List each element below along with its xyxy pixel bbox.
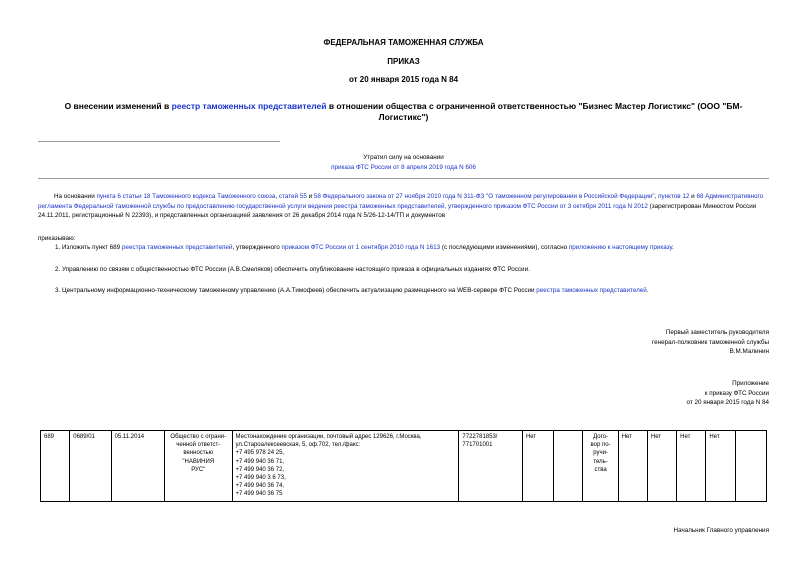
short-divider — [38, 141, 280, 142]
item-text: (с последующими изменениями), согласно — [440, 244, 569, 251]
basis-text: На основании — [54, 193, 97, 200]
cell-flag-4: Нет — [677, 431, 706, 502]
cell-empty — [554, 431, 583, 502]
addr-line: +7 499 940 3 6 73, — [235, 475, 286, 482]
item-text: . — [646, 287, 649, 294]
basis-link-regulation[interactable]: Административного регламента Федеральной таможенной службы по предоставлению государственной услуги ведения реестра таможенных представителей, утвержденного приказом ФТС России от 3 октября 2011 года N 2012 — [38, 193, 764, 210]
org-line: Общество с ограни- — [170, 434, 227, 440]
basis-link-tk-article[interactable]: пункта 6 статьи 18 Таможенного кодекса Таможенного союза — [96, 193, 276, 200]
cell-organization — [165, 431, 233, 502]
cell-inn-kpp — [459, 431, 523, 502]
addr-line: +7 495 978 24 25, — [235, 450, 285, 457]
contract-line: тель- — [593, 458, 608, 465]
cell-contract — [583, 431, 618, 502]
basis-text: , — [654, 193, 659, 200]
basis-text: (зарегистрирован Минюстом России 24.11.2011, регистрационный N 22393), и представленных организацией заявления от 26 декабря 2014 года N 5/26-12-14/ТП и документов — [38, 202, 757, 219]
cell-flag-2: Нет — [618, 431, 647, 502]
appendix-date: от 20 января 2015 года N 84 — [686, 399, 769, 406]
inn-line: 771701001 — [462, 442, 493, 449]
item-text: 1. Изложить пункт 689 — [55, 244, 122, 251]
lost-force-link[interactable]: приказа ФТС России от 8 апреля 2019 года N 606 — [331, 164, 476, 171]
basis-link-point-68[interactable]: 68 — [696, 193, 704, 200]
addr-line: ул.Староалексеевская, 5, оф.702, тел./факс: — [235, 442, 361, 449]
inn-line: 7722781853/ — [462, 434, 498, 440]
item1-order-link[interactable]: приказом ФТС России от 1 сентября 2010 года N 1613 — [281, 244, 441, 251]
addr-line: +7 499 940 36 74, — [235, 483, 285, 490]
basis-link-article-58[interactable]: 58 — [313, 193, 321, 200]
org-line: РУС" — [191, 466, 206, 473]
signature-rank: генерал-полковник таможенной службы — [651, 338, 769, 346]
order-word: приказываю: — [38, 235, 76, 242]
cell-flag-1: Нет — [522, 431, 553, 502]
item1-appendix-link[interactable]: приложению к настоящему приказу — [568, 244, 673, 251]
item3-registry-link[interactable]: реестра таможенных представителей — [536, 287, 647, 294]
item-text: 3. Центральному информационно-техническому таможенному управлению (А.А.Тимофеев) обеспечить актуализацию размещенного на WEB-сервере ФТС России — [55, 287, 537, 294]
signature-block — [469, 328, 769, 357]
appendix-ref: к приказу ФТС России — [704, 389, 769, 397]
order-item-2: 2. Управлению по связям с общественностью ФТС России (А.В.Смеляков) обеспечить опубликование настоящего приказа в официальных изданиях ФТС России. — [55, 266, 530, 273]
addr-line: +7 499 940 36 72, — [235, 466, 285, 473]
title-prefix: О внесении изменений в — [64, 101, 172, 111]
cell-address — [232, 431, 459, 502]
order-item-3 — [55, 286, 769, 296]
contract-line: ства — [594, 466, 607, 473]
addr-line: Местонахождение организации, почтовый адрес 129626, г.Москва, — [235, 434, 422, 440]
signature-position: Первый заместитель руководителя — [665, 329, 769, 336]
cell-number: 689 — [41, 431, 70, 502]
appendix-block — [469, 379, 769, 408]
doc-date-number: от 20 января 2015 года N 84 — [348, 75, 459, 84]
basis-text: , — [275, 193, 279, 200]
long-divider — [38, 178, 769, 179]
cell-reg-number: 0689/01 — [70, 431, 111, 502]
item-text: , утвержденного — [232, 244, 282, 251]
org-line: ченной ответст- — [176, 442, 221, 449]
basis-text: и — [689, 193, 697, 200]
cell-empty — [735, 431, 766, 502]
addr-line: +7 499 940 36 71, — [235, 458, 285, 465]
addr-line: +7 499 940 36 75 — [235, 491, 283, 498]
signature-name: В.М.Малинин — [729, 348, 769, 355]
item1-registry-link[interactable]: реестра таможенных представителей — [121, 244, 233, 251]
basis-link-federal-law[interactable]: Федерального закона от 27 ноября 2010 года N 311-ФЗ "О таможенном регулировании в Российской Федерации" — [322, 193, 655, 200]
basis-text: и — [306, 193, 314, 200]
lost-force-link-wrap — [0, 163, 807, 173]
contract-line: вор по- — [590, 442, 611, 449]
page-title — [50, 101, 757, 123]
cell-date: 05.11.2014 — [111, 431, 164, 502]
basis-paragraph — [38, 192, 769, 221]
basis-link-article-55[interactable]: статей 55 — [278, 193, 307, 200]
item-text: . — [672, 244, 674, 251]
title-suffix: в отношении общества с ограниченной ответственностью "Бизнес Мастер Логистикс" (ООО "БМ-Логистикс") — [326, 101, 743, 122]
order-item-1 — [55, 243, 769, 253]
table-row — [41, 431, 767, 502]
org-line: венностью "НАВИНИЯ — [182, 450, 215, 465]
agency-name: ФЕДЕРАЛЬНАЯ ТАМОЖЕННАЯ СЛУЖБА — [323, 38, 484, 47]
title-registry-link[interactable]: реестр таможенных представителей — [171, 101, 327, 111]
doc-type: ПРИКАЗ — [387, 57, 420, 66]
contract-line: Дого- — [593, 434, 608, 440]
registry-table — [40, 430, 767, 502]
lost-force-note: Утратил силу на основании — [363, 154, 444, 161]
cell-flag-3: Нет — [647, 431, 676, 502]
basis-link-point-12[interactable]: пунктов 12 — [658, 193, 690, 200]
contract-line: ручи- — [593, 450, 608, 457]
cell-flag-5: Нет — [706, 431, 735, 502]
footer-position: Начальник Главного управления — [673, 527, 769, 534]
appendix-label: Приложение — [732, 380, 769, 387]
